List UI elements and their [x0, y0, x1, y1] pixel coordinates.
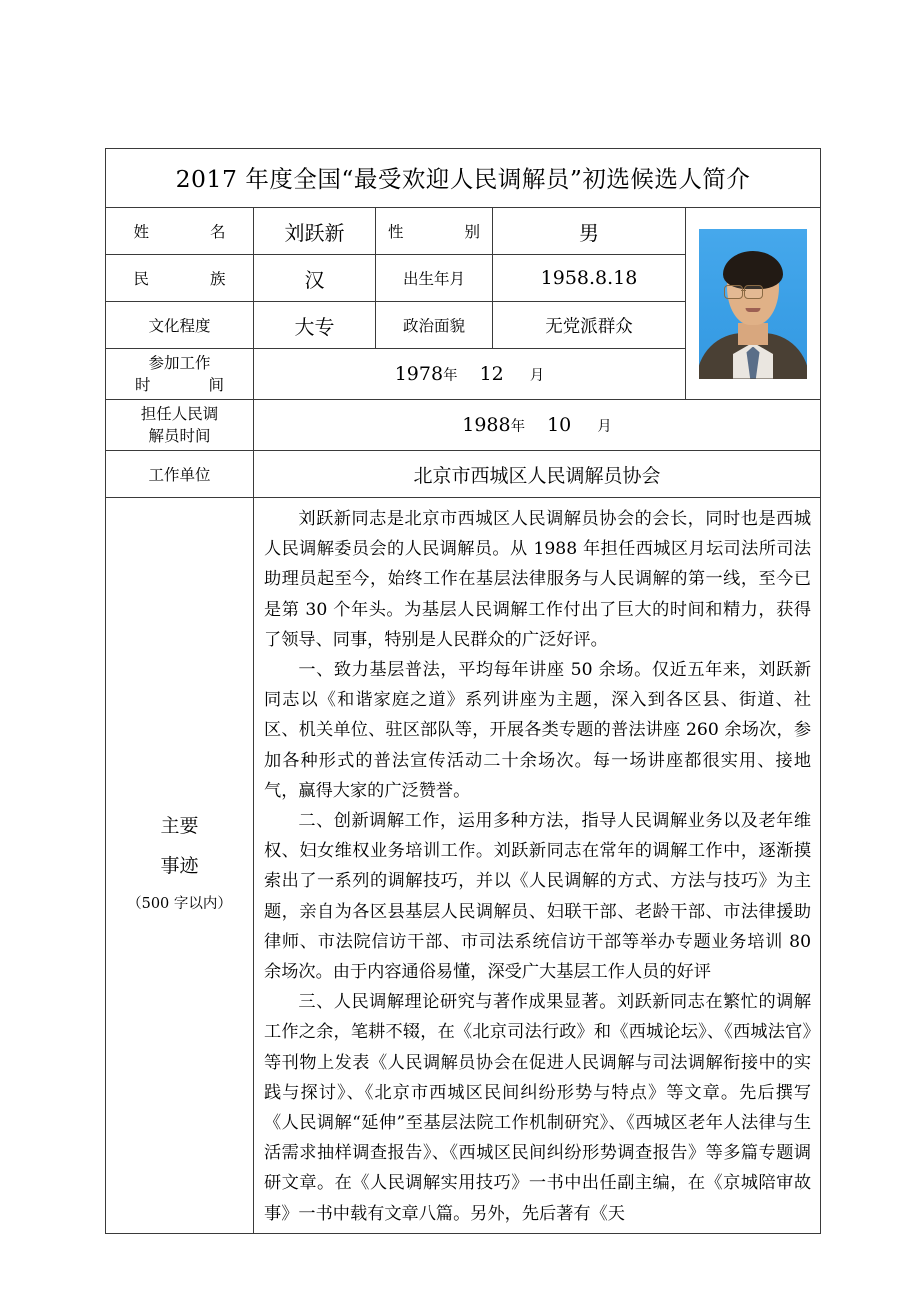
mediator-since-year-unit: 年	[510, 419, 526, 435]
label-main-deeds-line1: 主要	[160, 814, 199, 837]
label-workplace: 工作单位	[106, 451, 254, 498]
label-main-deeds-note: （500 字以内）	[127, 896, 232, 913]
photo-neck	[738, 323, 768, 345]
candidate-photo-cell	[686, 208, 821, 400]
label-work-start-line2: 时 间	[134, 376, 233, 394]
table-row-name	[106, 208, 821, 255]
value-mediator-since	[254, 400, 821, 451]
candidate-profile-table	[105, 148, 821, 1234]
work-start-year: 1978	[394, 363, 444, 385]
label-main-deeds-line2: 事迹	[160, 854, 199, 877]
page-title: 2017 年度全国“最受欢迎人民调解员”初选候选人简介	[106, 149, 821, 208]
value-ethnicity: 汉	[254, 255, 376, 302]
label-birth-date: 出生年月	[376, 255, 493, 302]
label-ethnicity: 民 族	[106, 255, 254, 302]
deeds-paragraph: 二、创新调解工作，运用多种方法，指导人民调解业务以及老年维权、妇女维权业务培训工作。刘跃新同志在常年的调解工作中，逐渐摸索出了一系列的调解技巧，并以《人民调解的方式、方法与技巧》为主题，亲自为各区县基层人民调解员、妇联干部、老龄干部、市法律援助律师、市法院信访干部、市司法系统信访干部等举办专题业务培训 80 余场次。由于内容通俗易懂，深受广大基层工作人员的好评	[264, 811, 812, 983]
value-work-start	[254, 349, 686, 400]
value-political-status: 无党派群众	[493, 302, 686, 349]
photo-glasses-bridge	[741, 290, 746, 292]
photo-mouth	[746, 308, 761, 312]
label-name: 姓 名	[106, 208, 254, 255]
label-education: 文化程度	[106, 302, 254, 349]
mediator-since-year: 1988	[462, 414, 511, 436]
label-work-start	[106, 349, 254, 400]
table-row-mediator-since	[106, 400, 821, 451]
photo-glasses-left	[724, 285, 743, 299]
work-start-month: 12	[479, 363, 504, 385]
label-gender: 性 别	[376, 208, 493, 255]
title-row	[106, 149, 821, 208]
value-gender: 男	[493, 208, 686, 255]
value-name: 刘跃新	[254, 208, 376, 255]
value-education: 大专	[254, 302, 376, 349]
work-start-month-unit: 月	[529, 368, 545, 384]
label-mediator-since-line1: 担任人民调	[140, 404, 219, 423]
main-deeds-content	[254, 498, 821, 1234]
label-political-status: 政治面貌	[376, 302, 493, 349]
deeds-paragraph: 三、人民调解理论研究与著作成果显著。刘跃新同志在繁忙的调解工作之余，笔耕不辍，在《北京司法行政》和《西城论坛》、《西城法官》等刊物上发表《人民调解员协会在促进人民调解与司法调解衔接中的实践与探讨》、《北京市西城区民间纠纷形势与特点》等文章。先后撰写《人民调解“延伸”至基层法院工作机制研究》、《西城区老年人法律与生活需求抽样调查报告》、《西城区民间纠纷形势调查报告》等多篇专题调研文章。在《人民调解实用技巧》一书中出任副主编，在《京城陪审故事》一书中载有文章八篇。另外，先后著有《天	[264, 992, 812, 1224]
table-row-workplace	[106, 451, 821, 498]
photo-glasses-right	[744, 285, 763, 299]
candidate-photo	[699, 229, 807, 379]
work-start-year-unit: 年	[443, 368, 458, 384]
table-row-main-deeds	[106, 498, 821, 1234]
label-mediator-since	[106, 400, 254, 451]
value-workplace: 北京市西城区人民调解员协会	[254, 451, 821, 498]
deeds-paragraph: 刘跃新同志是北京市西城区人民调解员协会的会长，同时也是西城人民调解委员会的人民调解员。从 1988 年担任西城区月坛司法所司法助理员起至今，始终工作在基层法律服务与人民调解的第一线，至今已是第 30 个年头。为基层人民调解工作付出了巨大的时间和精力，获得了领导、同事，特别是人民群众的广泛好评。	[264, 509, 812, 650]
value-birth-date: 1958.8.18	[493, 255, 686, 302]
mediator-since-month-unit: 月	[597, 419, 612, 435]
label-mediator-since-line2: 解员时间	[148, 427, 211, 445]
deeds-paragraph: 一、致力基层普法，平均每年讲座 50 余场。仅近五年来，刘跃新同志以《和谐家庭之道》系列讲座为主题，深入到各区县、街道、社区、机关单位、驻区部队等，开展各类专题的普法讲座 260 余场次，参加各种形式的普法宣传活动二十余场次。每一场讲座都很实用、接地气，赢得大家的广泛赞誉。	[264, 660, 812, 801]
mediator-since-month: 10	[547, 414, 572, 436]
label-main-deeds	[106, 498, 254, 1234]
label-work-start-line1: 参加工作	[148, 353, 211, 372]
